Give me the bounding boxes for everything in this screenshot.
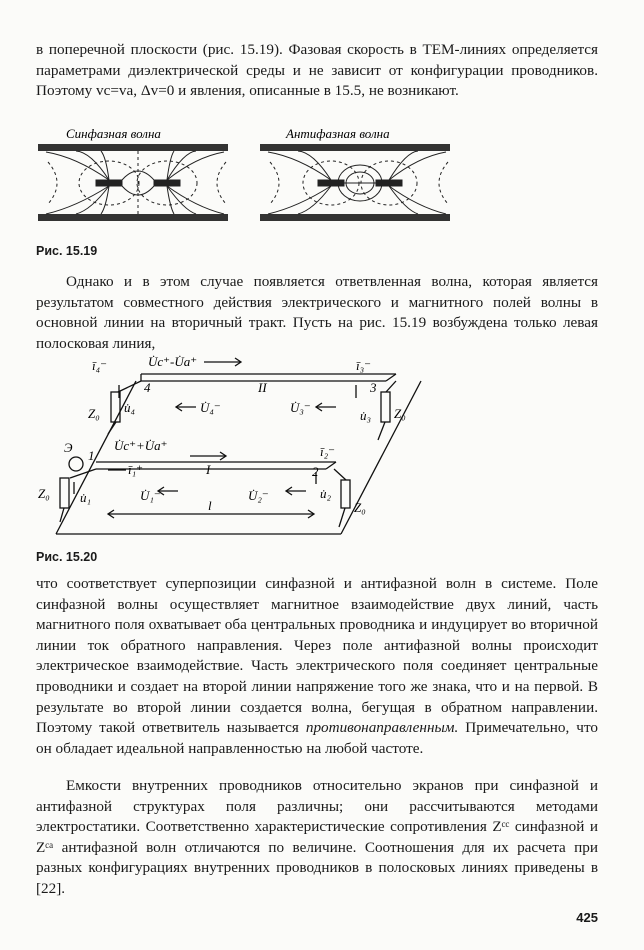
antiphase-wave-diagram (260, 126, 450, 221)
label-top-voltage: U̇c⁺-U̇a⁺ (148, 354, 198, 369)
label-source-e: Э (64, 440, 73, 455)
paragraph-2 (36, 272, 598, 354)
label-U2: U̇₂⁻ (248, 488, 269, 503)
paragraph-3 (36, 574, 598, 759)
inphase-wave-title: Синфазная волна (66, 126, 161, 141)
figure-15-19 (36, 122, 456, 230)
paragraph-4-text: Емкости внутренних проводников относительно экранов при синфазной и антифазной структурах поля различны; они рассчитываются методами электростатики. Соответственно характеристические сопротивления Zᶜᶜ синфазной и Zᶜᵃ антифазной волн отличаются по величине. Соотношения для их расчета при разных конфигурациях внутренних проводников в полосковых линиях приведены в [22]. (36, 777, 598, 897)
label-i2: ī₂⁻ (320, 444, 335, 459)
page-number: 425 (576, 910, 598, 925)
label-z0-top-left: Z₀ (88, 406, 100, 421)
paragraph-1 (36, 40, 598, 102)
paragraph-3-part-a: что соответствует суперпозиции синфазной и антифазной волн в системе. Поле синфазной волны осуществляет магнитное взаимодействие двух линий, часть магнитного поля охватывает оба центральных проводника и индуцирует во вторичной линии ток обратного направления. Через поле антифазной волны происходит электрическое взаимодействие. Часть электрического поля соединяет центральные проводники и создает на второй линии напряжение того же знака, что и на первой. В результате во второй линии создается волна, бегущая в обратном направлении. Поэтому такой ответвитель называется (36, 575, 598, 737)
label-line-1: I (206, 462, 211, 477)
label-i4: ī₄⁻ (92, 358, 107, 373)
label-node-2: 2 (312, 464, 319, 479)
label-line-2: II (258, 380, 267, 395)
label-z0-top-right: Z₀ (394, 406, 406, 421)
paragraph-2-text: Однако и в этом случае появляется ответвленная волна, которая является результатом совместного действия электрического и магнитного полей волны в основной линии на вторичный тракт. Пусть на рис. 15.19 возбуждена только левая полосковая линия, (36, 273, 598, 352)
figure-15-20-caption: Рис. 15.20 (36, 550, 98, 564)
label-z0-bottom-right: Z₀ (354, 500, 366, 515)
paragraph-3-text (36, 574, 598, 759)
inphase-wave-diagram (38, 126, 228, 221)
figure-15-20 (36, 352, 436, 542)
paragraph-3-part-b: Примечательно, что он обладает идеальной направленностью на любой частоте. (36, 719, 598, 757)
label-node-3: 3 (370, 380, 377, 395)
label-i1: ī₁⁺ (128, 462, 143, 477)
label-U1: U̇₁⁻ (140, 488, 161, 503)
label-u1: u̇₁ (80, 490, 92, 505)
label-z0-bottom-left: Z₀ (38, 486, 50, 501)
figure-15-19-caption: Рис. 15.19 (36, 244, 98, 258)
label-length: l (208, 498, 212, 513)
label-u2: u̇₂ (320, 486, 332, 501)
label-mid-voltage: U̇c⁺+U̇a⁺ (114, 438, 168, 453)
antiphase-wave-title: Антифазная волна (286, 126, 390, 141)
paragraph-4 (36, 776, 598, 900)
label-node-4: 4 (144, 380, 151, 395)
paragraph-3-emphasis: противонаправленным. (305, 719, 459, 737)
label-U3: U̇₃⁻ (290, 400, 311, 415)
paragraph-1-text: в поперечной плоскости (рис. 15.19). Фазовая скорость в ТЕМ-линиях определяется параметрами диэлектрической среды и не зависит от конфигурации проводников. Поэтому vс=vа, Δv=0 и явления, описанные в 15.5, не возникают. (36, 41, 598, 100)
label-node-1: 1 (88, 448, 95, 463)
label-U4: U̇₄⁻ (200, 400, 221, 415)
label-u3: u̇₃ (360, 408, 372, 423)
label-u4: u̇₄ (124, 400, 136, 415)
label-i3: ī₃⁻ (356, 358, 371, 373)
